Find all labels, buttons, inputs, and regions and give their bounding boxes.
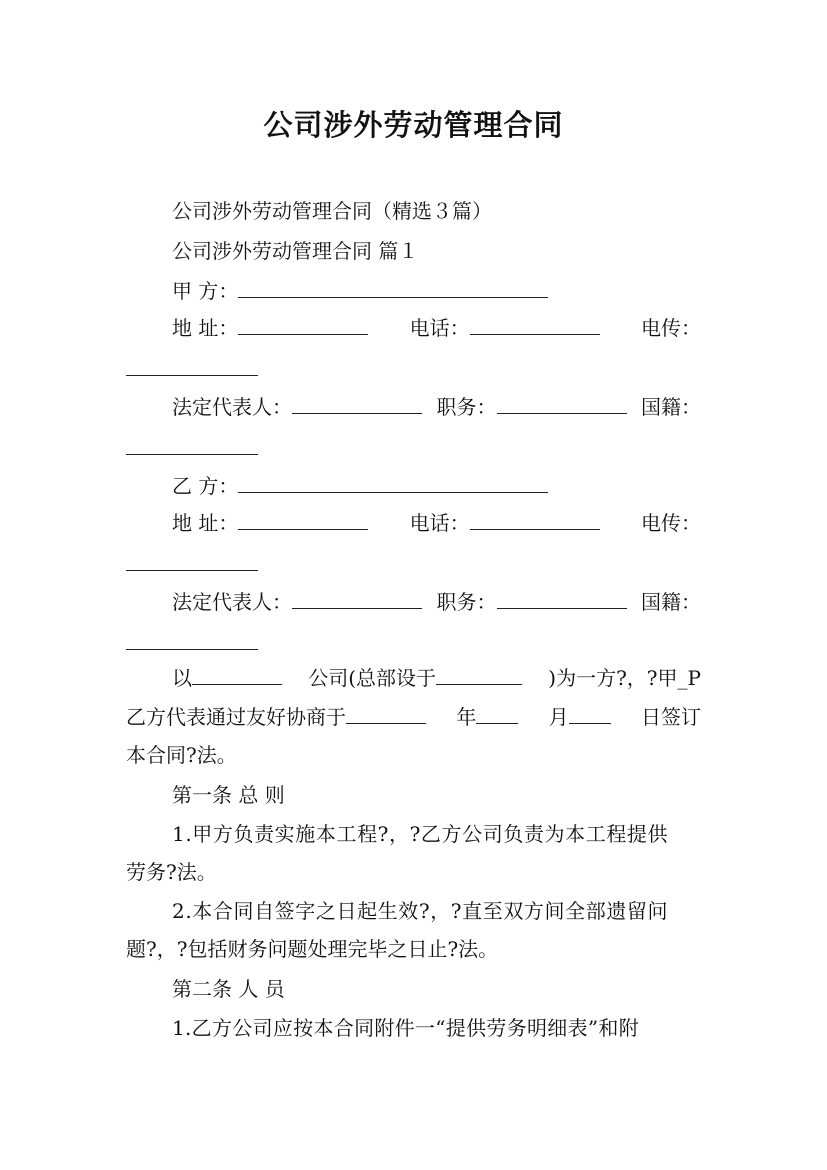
article-1-item-2-line-1: 2.本合同自签字之日起生效?，?直至双方间全部遗留问 [172,899,669,923]
article-1-item-2-line-2: 题?，?包括财务问题处理完毕之日止?法。 [126,937,499,961]
company-name-blank [192,666,282,685]
year-label: 年 [456,705,477,729]
party-b-fax-label: 电传： [640,511,701,535]
year-blank [476,705,518,724]
month-label: 月 [548,705,569,729]
party-b-label: 乙 方： [172,474,239,498]
hq-location-blank [436,666,522,685]
party-b-address-label: 地 址： [172,511,239,535]
document-subtitle: 公司涉外劳动管理合同（精选３篇） [172,199,492,223]
party-a-phone-label: 电话： [409,316,470,340]
party-b-position-blank [497,590,627,609]
party-a-rep-blank [292,395,422,414]
party-b-position-label: 职务： [436,590,497,614]
preamble-line-1 [172,666,701,690]
party-b-phone-label: 电话： [409,511,470,535]
preamble-text-3: )为一方?，?甲_P [548,666,701,690]
party-b-address-blank [238,511,368,530]
negotiation-blank [346,705,426,724]
section-heading: 公司涉外劳动管理合同 篇１ [172,239,419,263]
party-b-rep-line [172,590,701,614]
party-a-label: 甲 方： [172,279,239,303]
party-b-rep-label: 法定代表人： [172,590,292,614]
preamble-text-4: 乙方代表通过友好协商于 [126,705,346,729]
party-a-rep-line [172,395,701,419]
party-a-position-blank [497,395,627,414]
party-a-fax-label: 电传： [640,316,701,340]
party-a-address-label: 地 址： [172,316,239,340]
preamble-text-1: 以 [172,666,192,690]
preamble-text-2: 公司(总部设于 [308,666,437,690]
party-a-position-label: 职务： [436,395,497,419]
article-1-item-1-line-1: 1.甲方负责实施本工程?，?乙方公司负责为本工程提供 [172,822,669,846]
preamble-line-3: 本合同?法。 [126,743,237,767]
party-b-nationality-blank [126,649,258,650]
party-a-phone-blank [470,316,600,335]
party-b-line [172,474,548,498]
party-a-address-blank [238,316,368,335]
party-a-nationality-blank [126,454,258,455]
party-b-fax-blank [126,570,258,571]
article-2-heading: 第二条 人 员 [172,977,285,1001]
article-1-item-1-line-2: 劳务?法。 [126,860,217,884]
party-b-contact-line [172,511,701,535]
party-a-rep-label: 法定代表人： [172,395,292,419]
month-blank [569,705,611,724]
party-a-contact-line [172,316,701,340]
preamble-text-7: 日签订 [640,705,701,729]
preamble-line-2 [126,705,701,729]
party-a-line [172,279,548,303]
party-b-rep-blank [292,590,422,609]
article-2-item-1-line-1: 1.乙方公司应按本合同附件一“提供劳务明细表”和附 [172,1016,640,1040]
party-a-fax-blank [126,375,258,376]
party-b-nationality-label: 国籍： [641,590,701,614]
party-a-nationality-label: 国籍： [641,395,701,419]
party-b-blank [238,474,548,493]
document-title: 公司涉外劳动管理合同 [263,108,564,142]
party-a-blank [238,279,548,298]
article-1-heading: 第一条 总 则 [172,783,285,807]
party-b-phone-blank [470,511,600,530]
